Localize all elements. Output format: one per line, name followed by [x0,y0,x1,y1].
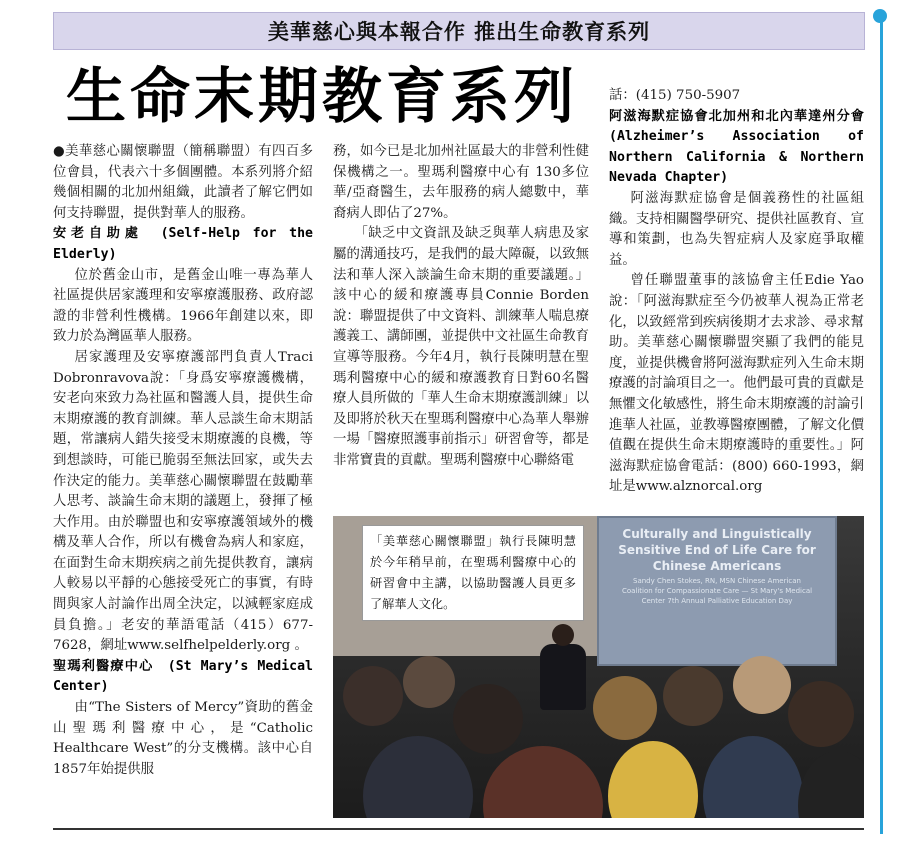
audience-body [798,751,864,818]
sidebar-accent-line [880,22,883,834]
projector-screen [597,516,837,666]
speaker-figure [540,644,586,710]
paragraph: 阿滋海默症協會是個義務性的社區組織。支持相關醫學研究、提供社區教育、宣導和策劃，也為失智症病人及家庭爭取權益。 [609,190,864,268]
paragraph: 由“The Sisters of Mercy”資助的舊金山聖瑪利醫療中心，是“Catholic Healthcare West”的分支機構。該中心自1857年始提供服 [53,700,313,777]
photo-caption: 「美華慈心關懷聯盟」執行長陳明慧於今年稍早前，在聖瑪利醫療中心的研習會中主講，以協助醫護人員更多了解華人文化。 [362,525,584,621]
slide-title: Culturally and Linguistically Sensitive End of Life Care for Chinese Americans [618,527,816,573]
subheading-self-help: 安老自助處 (Self-Help for the Elderly) [53,226,313,262]
sidebar-dot-decoration [873,9,887,23]
subheading-st-marys: 聖瑪利醫療中心 (St Mary’s Medical Center) [53,658,313,695]
paragraph: 居家護理及安寧療護部門負責人Traci Dobronravova說：「身爲安寧療護機構，安老向來致力為社區和醫護人員，提供生命末期療護的教育訓練。華人忌談生命末期話題，常讓病人錯失接受末期療護的良機，等到想談時，可能已脆弱至無法回家，或失去作決定的能力。美華慈心關懷聯盟在鼓勵華人思考、談論生命末期的議題上，發揮了極大作用。由於聯盟也和安寧療護領域外的機構及華人合作，所以有機會為病人和家庭，在面對生命末期疾病之前先提供教育，讓病人較易以平靜的心態接受死亡的事實，有時間與家人討論作出周全決定，以減輕家庭成員負擔。」老安的華語電話（415）677-7628，網址www.selfhelpelderly.org 。 [53,349,313,654]
audience-head [403,656,455,708]
audience-head [593,676,657,740]
series-banner: 美華慈心與本報合作 推出生命教育系列 [53,12,865,50]
paragraph: 「缺乏中文資訊及缺乏與華人病患及家屬的溝通技巧，是我們的最大障礙，以致無法和華人深入談論生命末期的重要議題。」該中心的緩和療護專員Connie Borden 說：聯盟提供了中文資料、訓練華人喘息療護義工、講師團，並提供中文社區生命教育宣導等服務。今年4月，執行長陳明慧在聖瑪利醫療中心的緩和療護教育日對60名醫療人員所做的「華人生命末期療護訓練」以及即將於秋天在聖瑪利醫療中心為華人舉辦一場「醫療照護事前指示」研習會等，都是非常寶貴的貢獻。聖瑪利醫療中心聯絡電 [333,226,589,468]
paragraph: 位於舊金山市，是舊金山唯一專為華人社區提供居家護理和安寧療護服務、政府認證的非營利性機構。1966年創建以來，即致力於為灣區華人服務。 [53,267,313,345]
paragraph: 曾任聯盟董事的該協會主任Edie Yao說：「阿滋海默症至今仍被華人視為正常老化，以致經常到疾病後期才去求診、尋求幫助。美華慈心關懷聯盟突顯了我們的能見度，並提供機會將阿滋海默症列入生命末期療護的討論項目之一。他們最可貴的貢獻是無懼文化敏感性，將生命末期療護的討論引進華人社區，並教導醫療團體，了解文化價值觀在提供生命末期療護時的重要性。」阿滋海默症協會電話：(800) 660-1993，網址是www.alznorcal.org [609,273,864,495]
audience-body [483,746,603,818]
article-column-2 [333,142,589,472]
subheading-alzheimers: 阿滋海默症協會北加州和北內華達州分會(Alzheimer’s Association of Northern California & Northern Nevada Chapter) [609,108,864,186]
audience-body [363,736,473,818]
audience-head [663,666,723,726]
audience-head [453,684,523,754]
paragraph: 話：(415) 750-5907 [609,88,741,103]
audience-head [788,681,854,747]
paragraph: 務，如今已是北加州社區最大的非營利性健保機構之一。聖瑪利醫療中心有 130多位華/亞裔醫生，去年服務的病人總數中，華裔病人即佔了27%。 [333,144,589,221]
article-column-1 [53,142,313,780]
slide-subtitle: Sandy Chen Stokes, RN, MSN Chinese American Coalition for Compassionate Care — St Mary's Medical Center 7th Annual Palliative Education Day [621,577,813,605]
audience-body [608,741,698,818]
speaker-head [552,624,574,646]
audience-head [343,666,403,726]
intro-paragraph: ●美華慈心關懷聯盟（簡稱聯盟）有四百多位會員，代表六十多個團體。本系列將介紹幾個相關的北加州組織，此讀者了解它們如何支持聯盟，提供對華人的服務。 [53,144,313,221]
article-column-3 [609,86,864,498]
audience-body [703,736,803,818]
audience-head [733,656,791,714]
article-headline: 生命末期教育系列 [66,62,578,132]
bottom-divider [53,828,864,830]
